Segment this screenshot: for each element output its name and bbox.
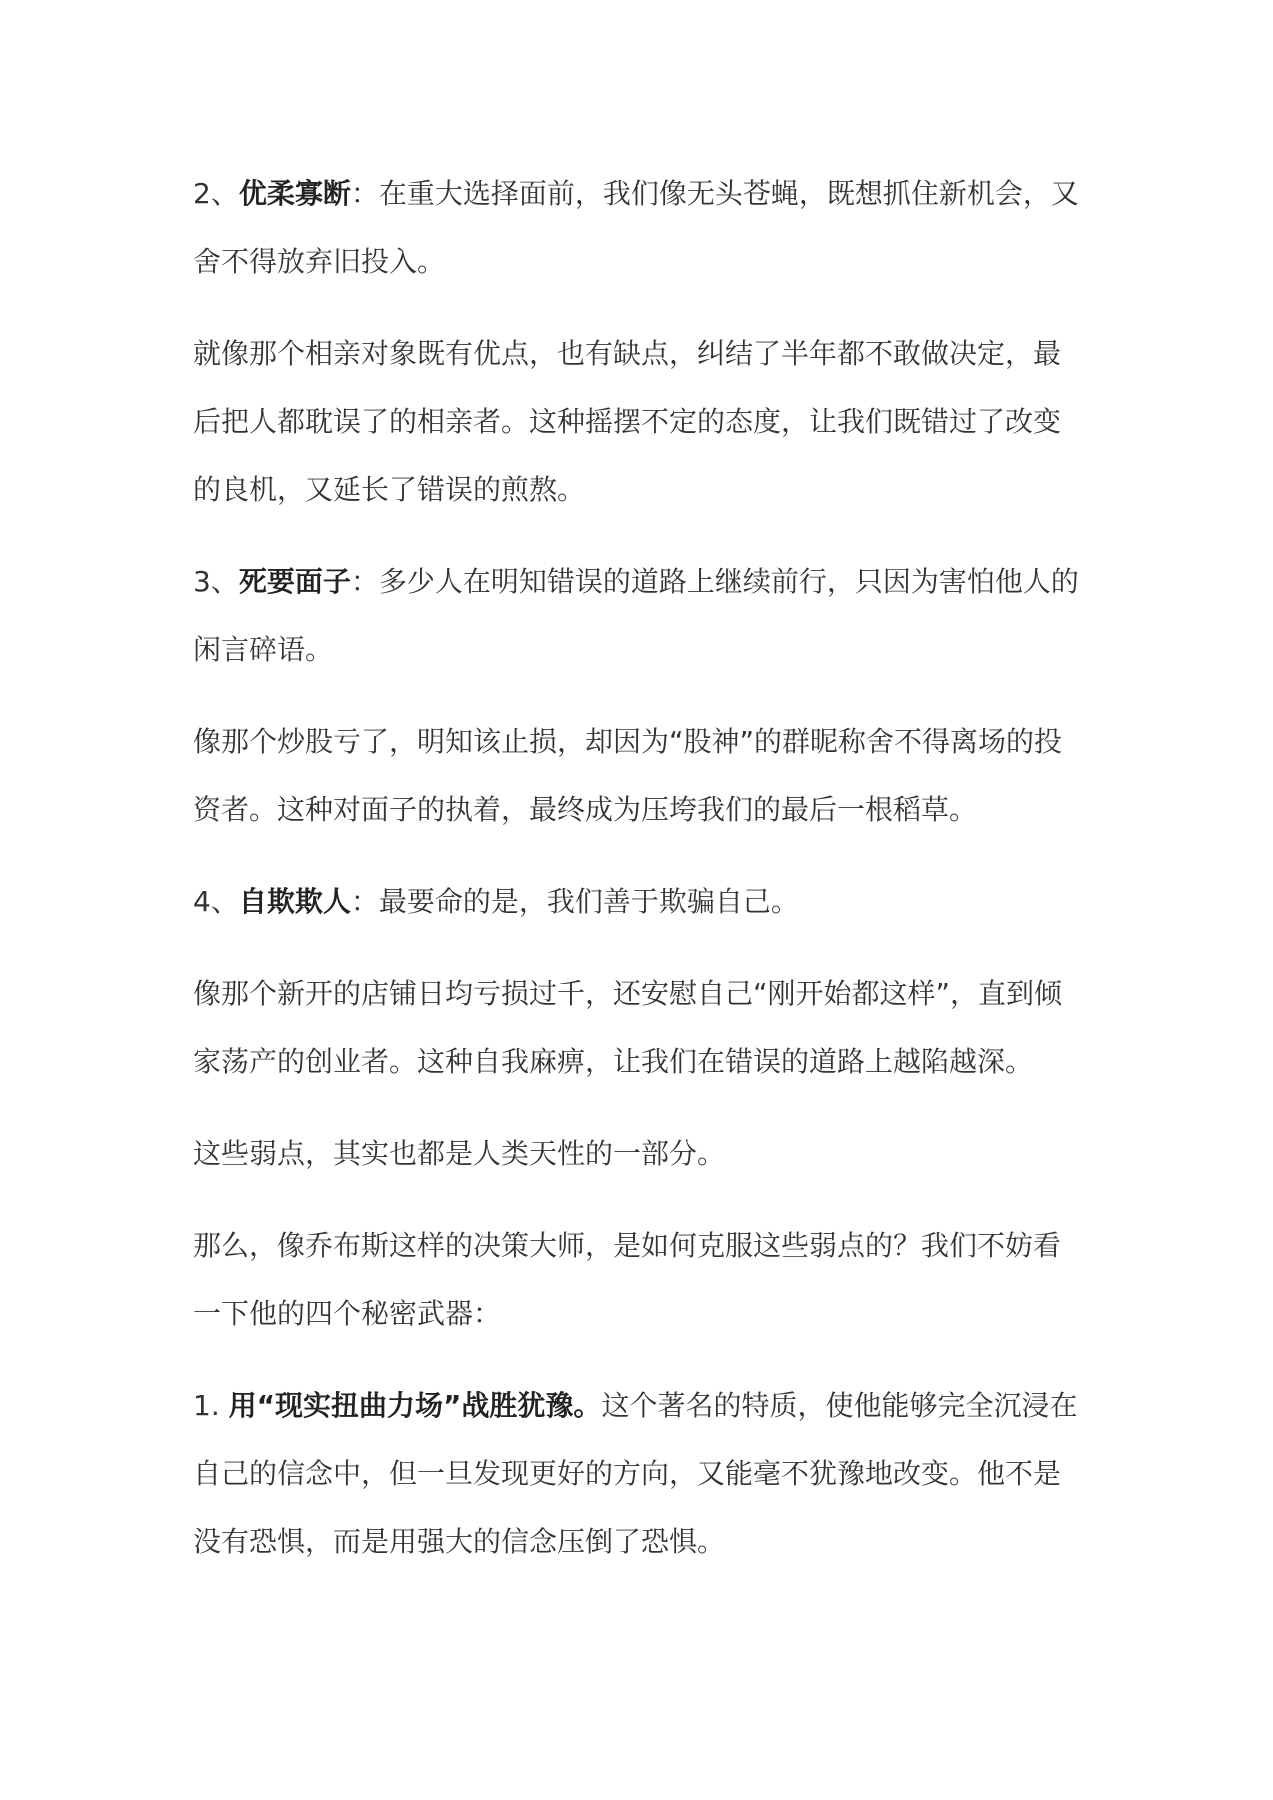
weapon-number: 1.	[193, 1389, 229, 1422]
point-text: ：在重大选择面前，我们像无头苍蝇，既想抓住新机会，又舍不得放弃旧投入。	[193, 177, 1079, 278]
paragraph-transition	[193, 1212, 1083, 1348]
paragraph-point-4	[193, 868, 1083, 936]
paragraph-text: 像那个新开的店铺日均亏损过千，还安慰自己“刚开始都这样”，直到倾家荡产的创业者。这种自我麻痹，让我们在错误的道路上越陷越深。	[193, 977, 1063, 1078]
point-number: 4、	[193, 885, 239, 918]
point-heading: 自欺欺人	[238, 885, 351, 918]
paragraph-text: 就像那个相亲对象既有优点，也有缺点，纠结了半年都不敢做决定，最后把人都耽误了的相亲者。这种摇摆不定的态度，让我们既错过了改变的良机，又延长了错误的煎熬。	[193, 337, 1062, 506]
point-heading: 死要面子	[238, 565, 351, 598]
paragraph-text: 像那个炒股亏了，明知该止损，却因为“股神”的群昵称舍不得离场的投资者。这种对面子的执着，最终成为压垮我们的最后一根稻草。	[193, 725, 1063, 826]
paragraph-summary	[193, 1120, 1083, 1188]
point-number: 3、	[193, 565, 239, 598]
paragraph-text: 那么，像乔布斯这样的决策大师，是如何克服这些弱点的？我们不妨看一下他的四个秘密武器：	[193, 1229, 1062, 1330]
paragraph-example-4	[193, 960, 1083, 1096]
point-number: 2、	[193, 177, 239, 210]
paragraph-point-2	[193, 160, 1083, 296]
weapon-heading: 用“现实扭曲力场”战胜犹豫。	[228, 1389, 602, 1422]
point-text: ：最要命的是，我们善于欺骗自己。	[350, 885, 799, 918]
point-heading: 优柔寡断	[238, 177, 351, 210]
paragraph-point-3	[193, 548, 1083, 684]
paragraph-example-3	[193, 708, 1083, 844]
paragraph-weapon-1	[193, 1372, 1083, 1576]
paragraph-example-2	[193, 320, 1083, 524]
article-body	[193, 160, 1083, 1600]
point-text: ：多少人在明知错误的道路上继续前行，只因为害怕他人的闲言碎语。	[193, 565, 1079, 666]
paragraph-text: 这些弱点，其实也都是人类天性的一部分。	[193, 1137, 726, 1170]
weapon-text: 这个著名的特质，使他能够完全沉浸在自己的信念中，但一旦发现更好的方向，又能毫不犹豫地改变。他不是没有恐惧，而是用强大的信念压倒了恐惧。	[193, 1389, 1078, 1558]
